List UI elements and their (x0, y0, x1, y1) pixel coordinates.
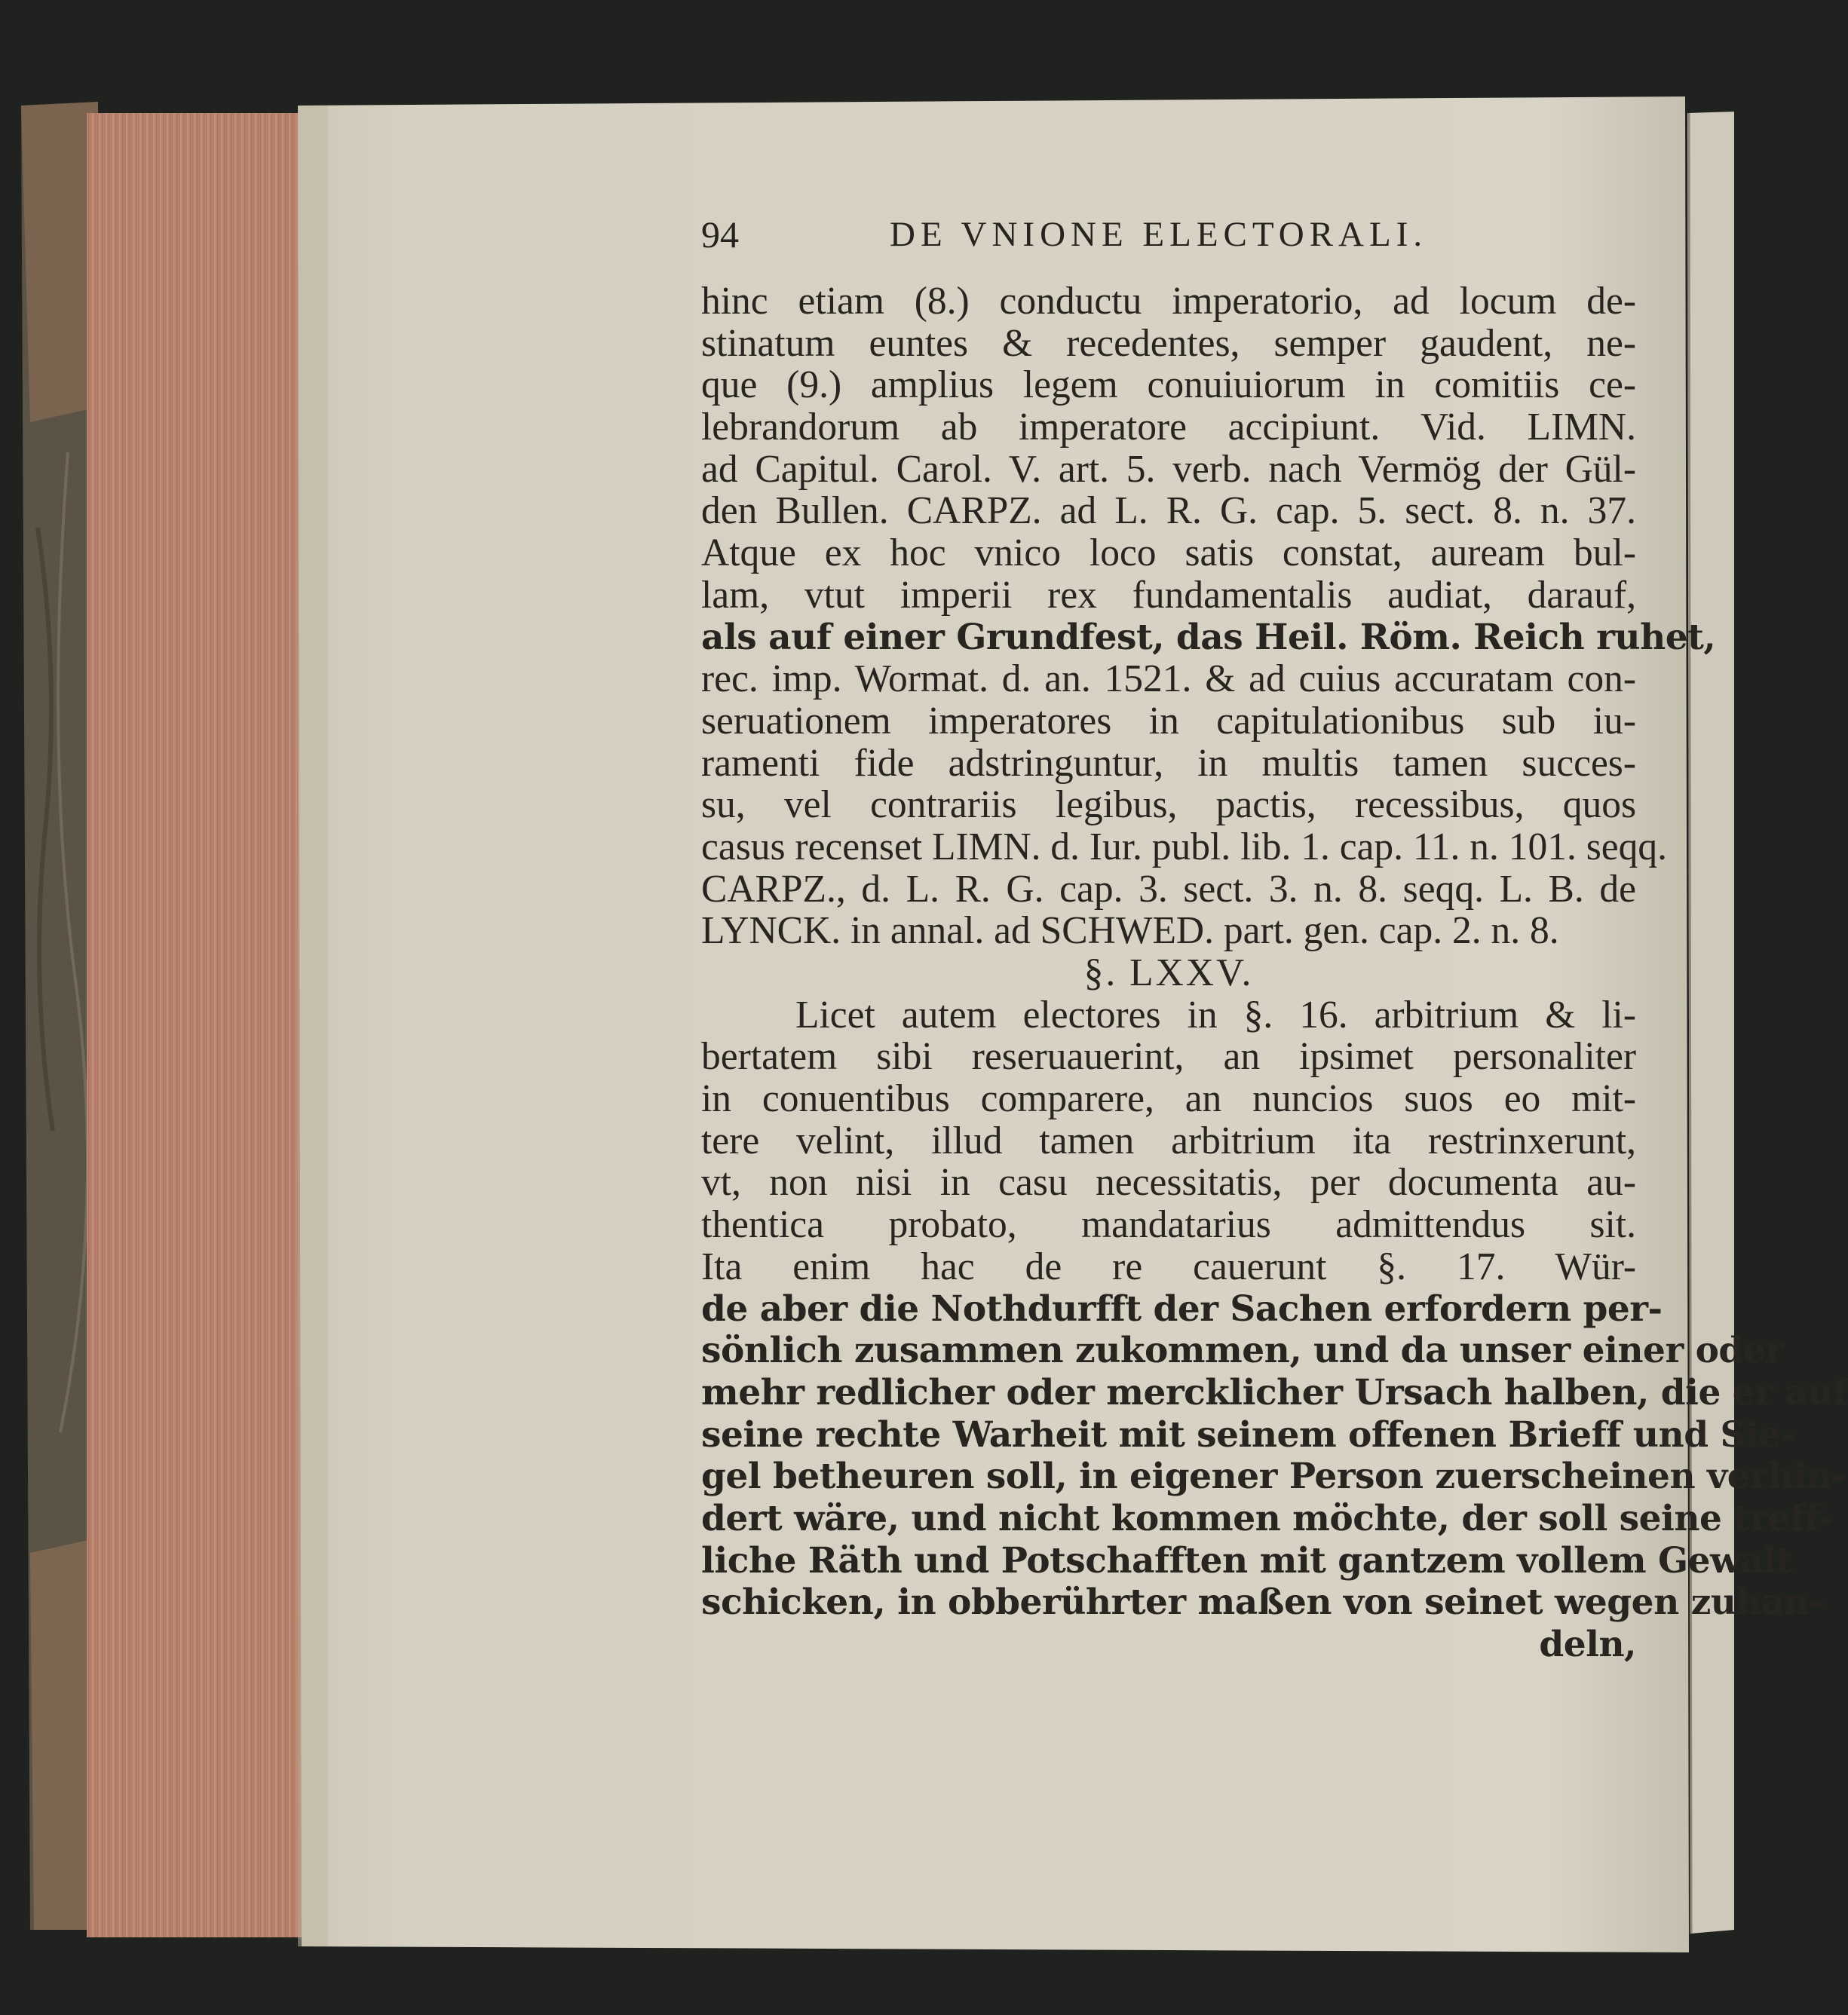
text-line: gel betheuren soll, in eigener Person zuerscheinen verhin- (701, 1456, 1846, 1498)
catchword: deln, (1539, 1624, 1636, 1665)
text-line: thentica probato, mandatarius admittendus sit. (701, 1203, 1636, 1247)
text-line: stinatum euntes & recedentes, semper gaudent, ne- (701, 321, 1636, 365)
text-line: de aber die Nothdurfft der Sachen erfordern per- (701, 1288, 1663, 1330)
text-line: LYNCK. in annal. ad SCHWED. part. gen. cap. 2. n. 8. (701, 909, 1559, 953)
section-heading: §. LXXV. (1083, 951, 1254, 994)
text-line: den Bullen. CARPZ. ad L. R. G. cap. 5. sect. 8. n. 37. (701, 489, 1636, 533)
text-line: liche Räth und Potschafften mit gantzem vollem Gewalt (701, 1539, 1792, 1582)
body-text (701, 280, 1848, 1666)
text-line: schicken, in obberührter maßen von seinet wegen zuhan- (701, 1582, 1824, 1624)
text-line: ad Capitul. Carol. V. art. 5. verb. nach Vermög der Gül- (701, 447, 1636, 491)
text-line: su, vel contrariis legibus, pactis, recessibus, quos (701, 783, 1636, 827)
text-line: Licet autem electores in §. 16. arbitrium & li- (795, 993, 1636, 1037)
text-line: lam, vtut imperii rex fundamentalis audiat, darauf, (701, 573, 1636, 617)
text-line: Ita enim hac de re cauerunt §. 17. Wür- (701, 1245, 1636, 1288)
running-head (701, 213, 1659, 258)
text-line: seine rechte Warheit mit seinem offenen Brieff und Sie- (701, 1413, 1795, 1456)
text-line: dert wäre, und nicht kommen möchte, der soll seine treff- (701, 1497, 1833, 1539)
header-title: DE VNIONE ELECTORALI. (890, 215, 1428, 254)
text-line: hinc etiam (8.) conductu imperatorio, ad locum de- (701, 280, 1636, 323)
text-line: seruationem imperatores in capitulationibus sub iu- (701, 699, 1636, 743)
text-line: casus recenset LIMN. d. Iur. publ. lib. 1. cap. 11. n. 101. seqq. (701, 825, 1668, 868)
text-line: sönlich zusammen zukommen, und da unser einer oder (701, 1330, 1784, 1372)
text-line: rec. imp. Wormat. d. an. 1521. & ad cuius accuratam con- (701, 657, 1636, 701)
text-line: als auf einer Grundfest, das Heil. Röm. Reich ruhet, (701, 616, 1716, 658)
text-line: que (9.) amplius legem conuiuiorum in comitiis ce- (701, 363, 1636, 407)
text-line: ramenti fide adstringuntur, in multis tamen succes- (701, 741, 1636, 785)
text-line: mehr redlicher oder mercklicher Ursach halben, die er auf (701, 1371, 1848, 1413)
text-line: vt, non nisi in casu necessitatis, per documenta au- (701, 1161, 1636, 1205)
text-line: bertatem sibi reseruauerint, an ipsimet personaliter (701, 1035, 1636, 1079)
text-line: Atque ex hoc vnico loco satis constat, auream bul- (701, 531, 1636, 575)
text-line: tere velint, illud tamen arbitrium ita restrinxerunt, (701, 1119, 1636, 1162)
text-line: lebrandorum ab imperatore accipiunt. Vid. LIMN. (701, 406, 1636, 449)
text-line: in conuentibus comparere, an nuncios suos eo mit- (701, 1077, 1636, 1121)
page-number: 94 (701, 213, 739, 256)
text-line: CARPZ., d. L. R. G. cap. 3. sect. 3. n. 8. seqq. L. B. de (701, 867, 1636, 911)
